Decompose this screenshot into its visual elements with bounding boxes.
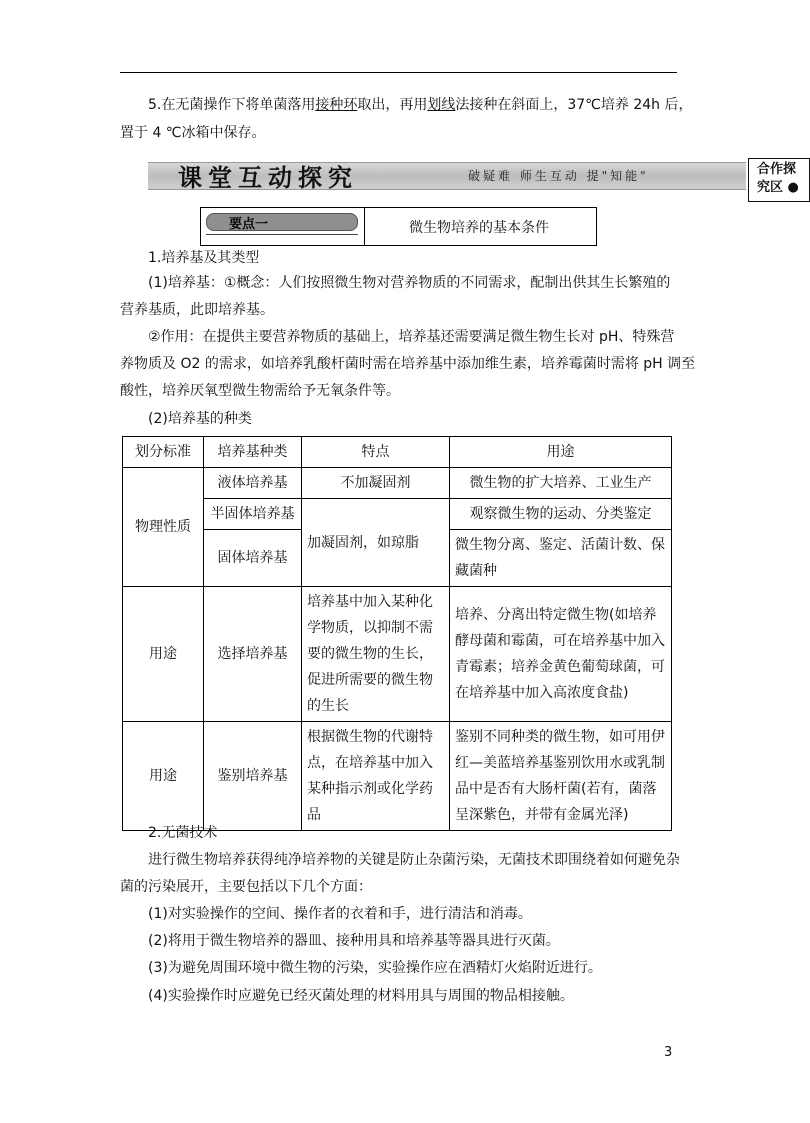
header-cell: 特点 [302, 437, 450, 468]
header-rule [120, 72, 677, 73]
text: 法接种在斜面上，37℃培养 24h 后， [455, 97, 693, 113]
header-cell: 培养基种类 [204, 437, 302, 468]
step5-line1 [148, 95, 692, 115]
table-cell: 用途 [123, 722, 204, 831]
table-cell: 微生物分离、鉴定、活菌计数、保藏菌种 [450, 530, 672, 587]
list-item: (4)实验操作时应避免已经灭菌处理的材料用具与周围的物品相接触。 [148, 988, 574, 1004]
list-item: (2)将用于微生物培养的器皿、接种用具和培养基等器具进行灭菌。 [148, 933, 560, 949]
paragraph-line: ②作用：在提供主要营养物质的基础上，培养基还需要满足微生物生长对 pH、特殊营 [148, 329, 675, 345]
paragraph-line: 养物质及 O2 的需求，如培养乳酸杆菌时需在培养基中添加维生素，培养霉菌时需将 pH 调至 [120, 356, 696, 372]
table-cell: 观察微生物的运动、分类鉴定 [450, 499, 672, 530]
table-cell: 不加凝固剂 [302, 468, 450, 499]
key-point-title: 微生物培养的基本条件 [409, 220, 549, 236]
side-tag [748, 158, 810, 202]
side-tag-line2: 究区 ● [757, 180, 799, 195]
table-cell: 培养、分离出特定微生物(如培养酵母菌和霉菌，可在培养基中加入青霉素；培养金黄色葡萄球菌，可在培养基中加入高浓度食盐) [450, 587, 672, 722]
key-point-label-cell [201, 208, 365, 245]
key-point-underline [206, 234, 358, 235]
key-point-label: 要点一 [229, 217, 269, 232]
paragraph-line: 进行微生物培养获得纯净培养物的关键是防止杂菌污染，无菌技术即围绕着如何避免杂 [148, 852, 680, 868]
table-cell: 选择培养基 [204, 587, 302, 722]
table-header-row [123, 437, 672, 468]
table-cell: 半固体培养基 [204, 499, 302, 530]
text: 5.在无菌操作下将单菌落用 [148, 97, 316, 113]
table-row [123, 587, 672, 722]
underlined-term-inoculating-loop: 接种环 [315, 97, 358, 113]
table-row [123, 499, 672, 530]
table-cell: 根据微生物的代谢特点，在培养基中加入某种指示剂或化学药品 [302, 722, 450, 831]
underlined-term-streak: 划线 [427, 97, 456, 113]
paragraph-line: 菌的污染展开，主要包括以下几个方面： [120, 879, 372, 895]
banner-title: 课堂互动探究 [178, 163, 358, 192]
step5-line2: 置于 4 ℃冰箱中保存。 [120, 125, 266, 141]
table-cell: 鉴别不同种类的微生物，如可用伊红—美蓝培养基鉴别饮用水或乳制品中是否有大肠杆菌(若有，菌落呈深紫色，并带有金属光泽) [450, 722, 672, 831]
section-banner [148, 158, 746, 192]
table-cell: 培养基中加入某种化学物质，以抑制不需要的微生物的生长，促进所需要的微生物的生长 [302, 587, 450, 722]
key-point-pill [206, 213, 358, 231]
table-cell: 鉴别培养基 [204, 722, 302, 831]
text: 取出，再用 [357, 97, 428, 113]
banner-subtitle: 破疑难 师生互动 提"知能" [468, 169, 649, 183]
table-cell: 用途 [123, 587, 204, 722]
paragraph-line: 营养基质，此即培养基。 [120, 302, 274, 318]
medium-types-table [122, 436, 672, 831]
list-item: (3)为避免周围环境中微生物的污染，实验操作应在酒精灯火焰附近进行。 [148, 960, 602, 976]
side-tag-line1: 合作探 [757, 162, 797, 177]
section1-heading: 1.培养基及其类型 [148, 250, 260, 266]
header-cell: 划分标准 [123, 437, 204, 468]
list-item: (1)对实验操作的空间、操作者的衣着和手，进行清洁和消毒。 [148, 906, 532, 922]
page-number: 3 [664, 1045, 673, 1060]
table-cell: 微生物的扩大培养、工业生产 [450, 468, 672, 499]
key-point-box [200, 207, 597, 246]
table-cell: 加凝固剂，如琼脂 [302, 499, 450, 587]
paragraph-line: 酸性，培养厌氧型微生物需给予无氧条件等。 [120, 383, 400, 399]
paragraph-line: (2)培养基的种类 [148, 411, 252, 427]
table-row [123, 468, 672, 499]
table-cell: 液体培养基 [204, 468, 302, 499]
table-row [123, 722, 672, 831]
paragraph-line: (1)培养基：①概念：人们按照微生物对营养物质的不同需求，配制出供其生长繁殖的 [148, 275, 671, 291]
table-cell: 固体培养基 [204, 530, 302, 587]
header-cell: 用途 [450, 437, 672, 468]
section2-heading: 2.无菌技术 [148, 825, 218, 841]
table-cell: 物理性质 [123, 468, 204, 587]
